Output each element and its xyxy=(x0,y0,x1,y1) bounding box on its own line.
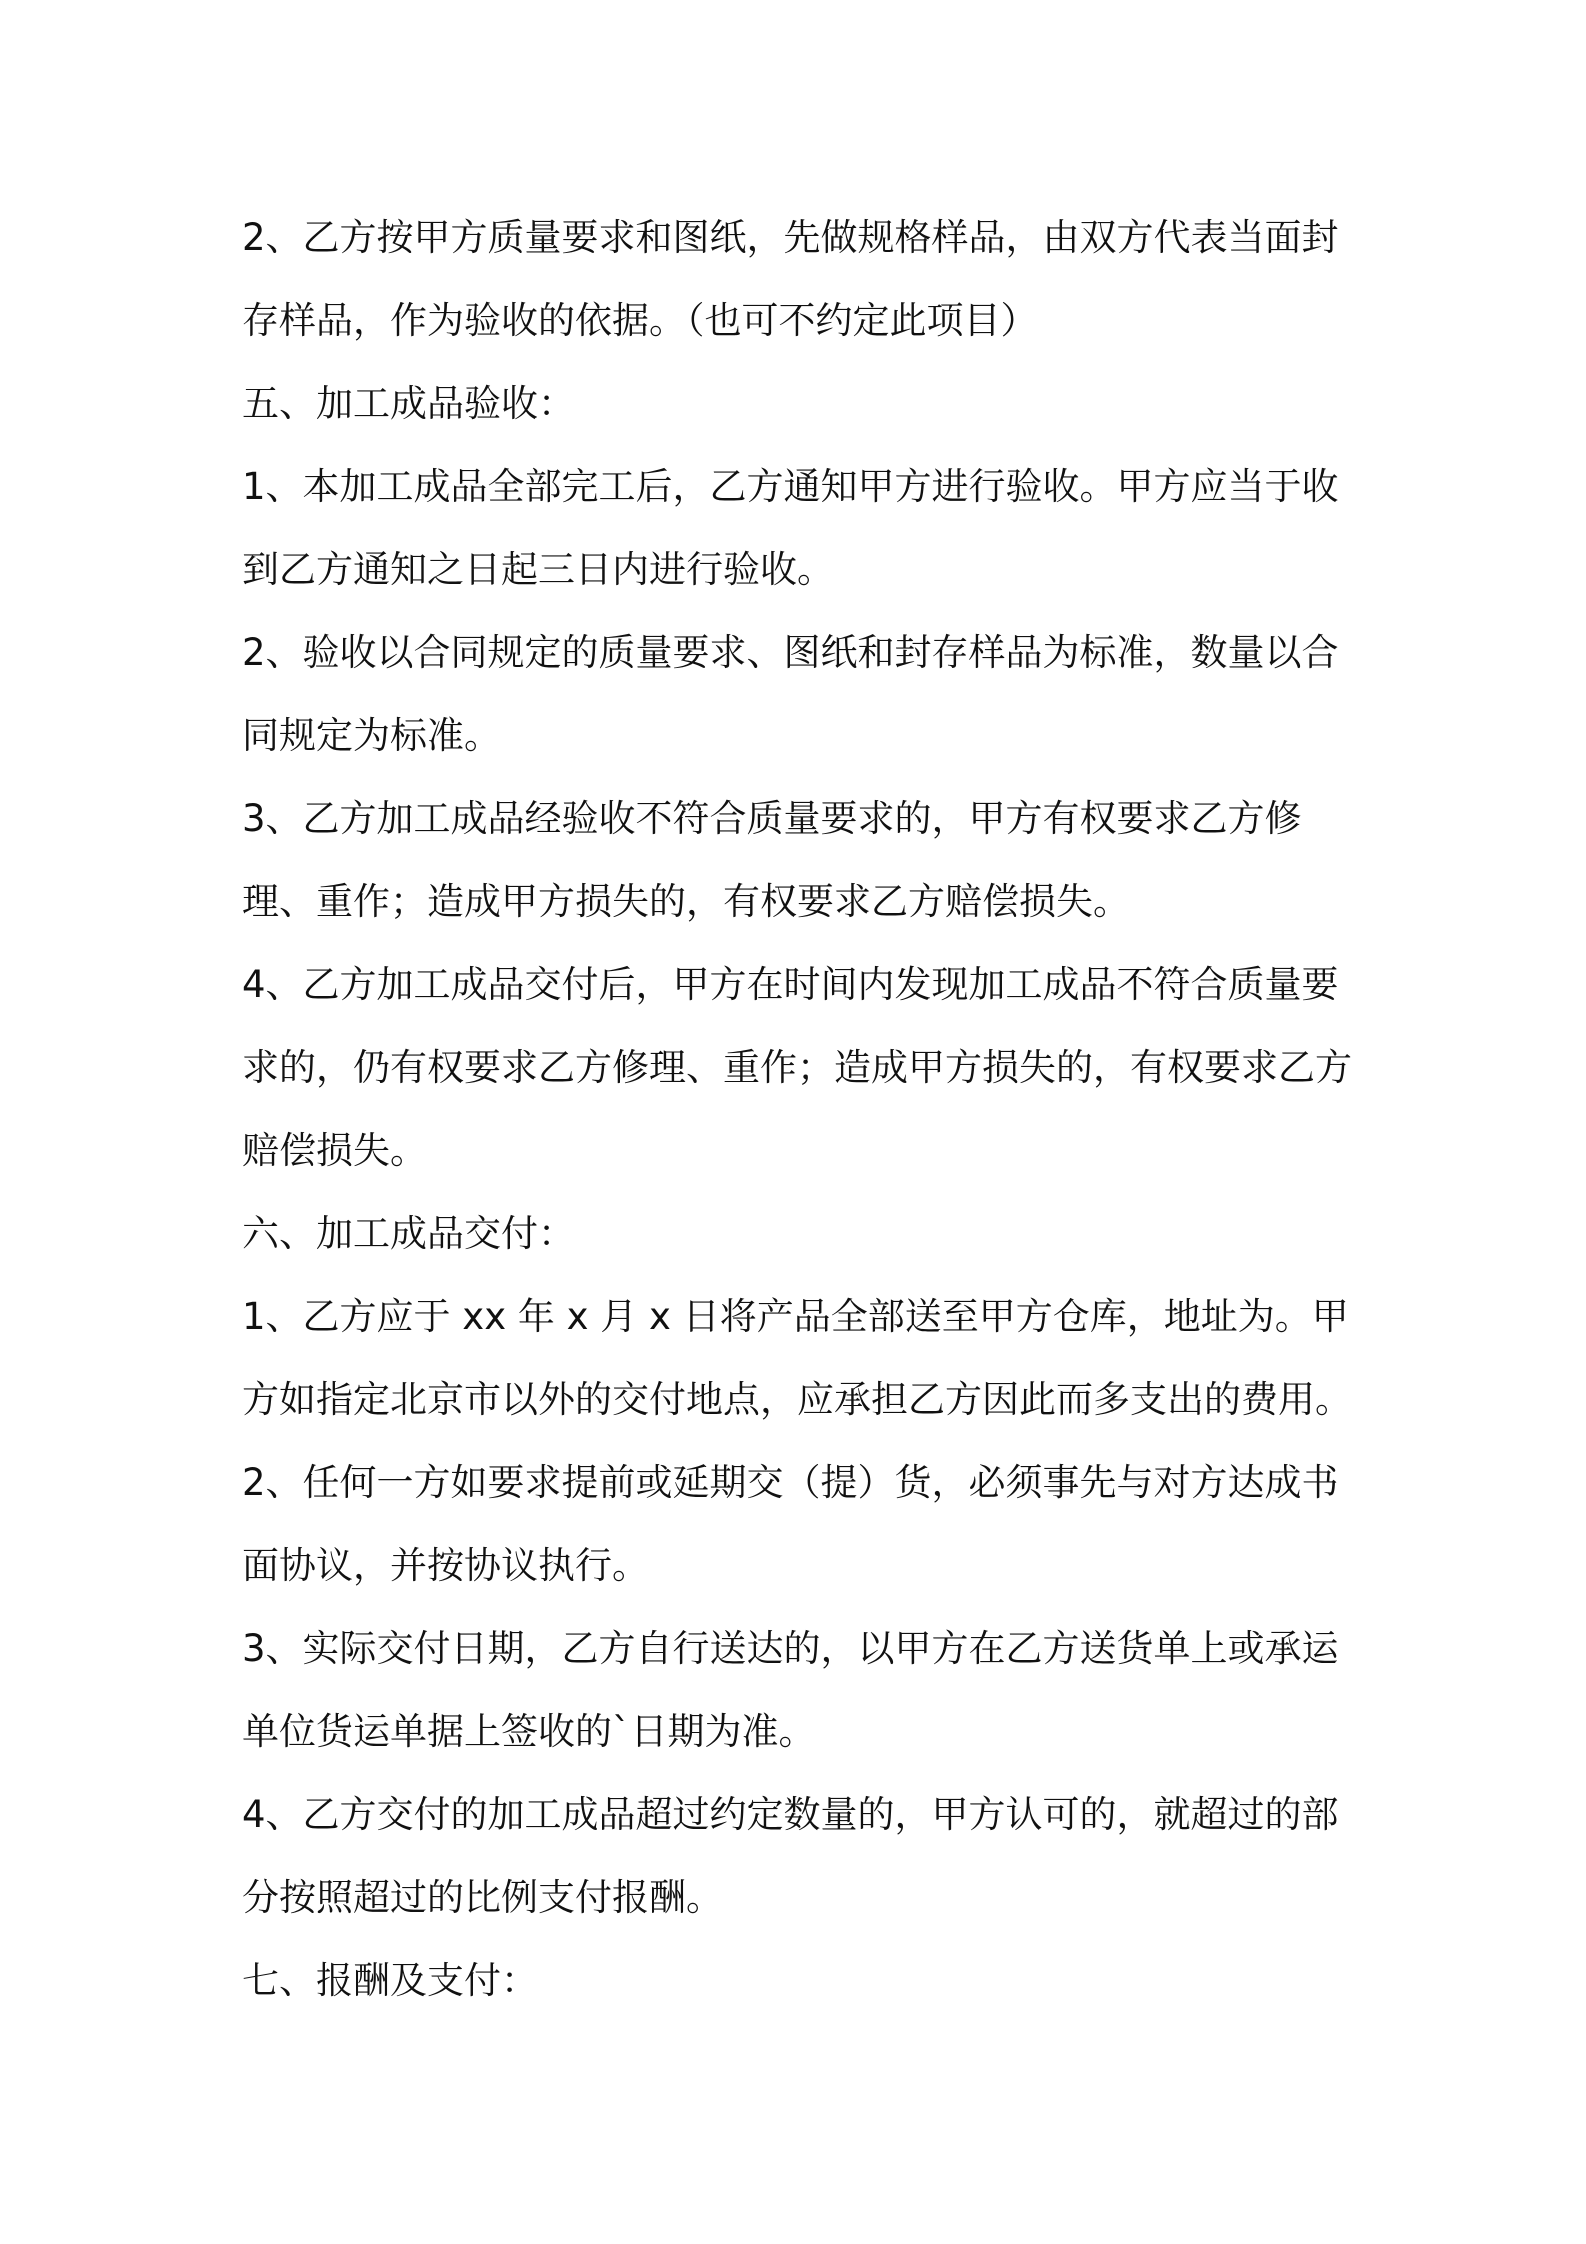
clause-6-3-paragraph: 3、实际交付日期，乙方自行送达的，以甲方在乙方送货单上或承运单位货运单据上签收的`日期为准。 xyxy=(242,1627,1339,1753)
clause-4-2-paragraph: 2、乙方按甲方质量要求和图纸，先做规格样品，由双方代表当面封存样品，作为验收的依据。（也可不约定此项目） xyxy=(242,216,1339,342)
document-body xyxy=(242,196,1362,2022)
clause-5-3-paragraph: 3、乙方加工成品经验收不符合质量要求的，甲方有权要求乙方修理、重作；造成甲方损失的，有权要求乙方赔偿损失。 xyxy=(242,797,1302,923)
clause-6-1-paragraph: 1、乙方应于 xx 年 x 月 x 日将产品全部送至甲方仓库，地址为。甲方如指定北京市以外的交付地点，应承担乙方因此而多支出的费用。 xyxy=(242,1295,1352,1421)
clause-6-4-paragraph: 4、乙方交付的加工成品超过约定数量的，甲方认可的，就超过的部分按照超过的比例支付报酬。 xyxy=(242,1793,1339,1919)
clause-5-4-paragraph: 4、乙方加工成品交付后，甲方在时间内发现加工成品不符合质量要求的，仍有权要求乙方修理、重作；造成甲方损失的，有权要求乙方赔偿损失。 xyxy=(242,963,1352,1172)
clause-5-1-paragraph: 1、本加工成品全部完工后，乙方通知甲方进行验收。甲方应当于收到乙方通知之日起三日内进行验收。 xyxy=(242,465,1339,591)
clause-6-2-paragraph: 2、任何一方如要求提前或延期交（提）货，必须事先与对方达成书面协议，并按协议执行。 xyxy=(242,1461,1339,1587)
section-5-heading: 五、加工成品验收： xyxy=(242,382,575,425)
section-6-heading: 六、加工成品交付： xyxy=(242,1212,575,1255)
section-7-heading: 七、报酬及支付： xyxy=(242,1959,538,2002)
clause-5-2-paragraph: 2、验收以合同规定的质量要求、图纸和封存样品为标准，数量以合同规定为标准。 xyxy=(242,631,1339,757)
